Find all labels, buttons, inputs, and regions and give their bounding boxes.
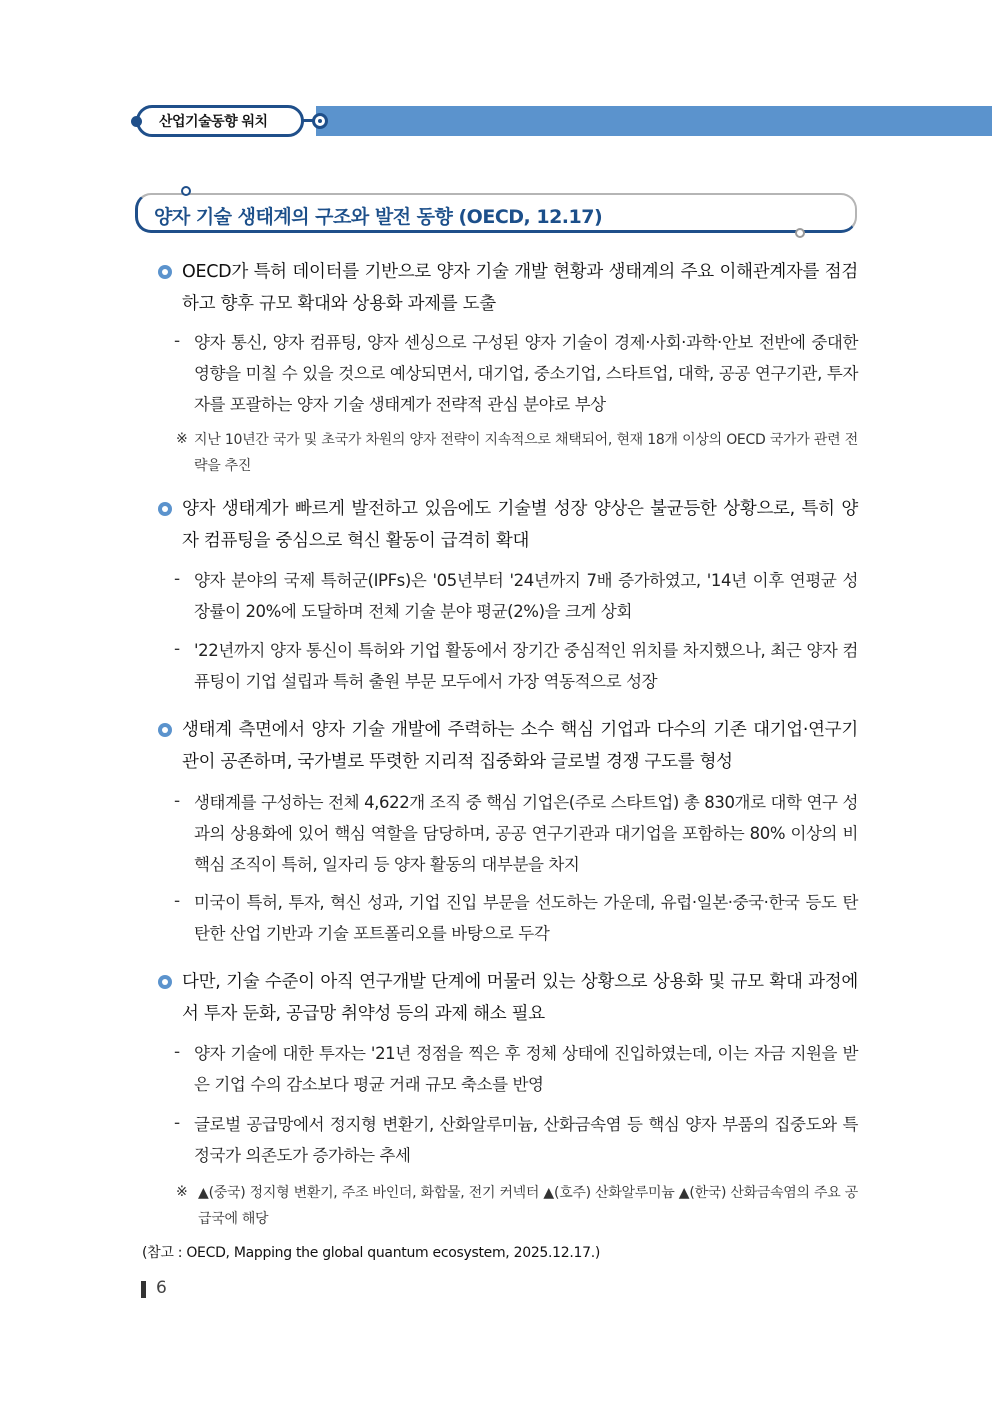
header-band	[316, 106, 992, 136]
dash-mark: -	[174, 331, 181, 351]
point-1-sub-1: 양자 통신, 양자 컴퓨팅, 양자 센싱으로 구성된 양자 기술이 경제·사회·과학·안보 전반에 중대한 영향을 미칠 수 있을 것으로 예상되면서, 대기업, 중소기업, 스타트업, 대학, 공공 연구기관, 투자자를 포괄하는 양자 기술 생태계가 전략적 관심 분야로 부상	[194, 333, 858, 414]
header-ring-icon	[312, 113, 328, 129]
bullet-icon	[158, 265, 172, 279]
point-1-note: 지난 10년간 국가 및 초국가 차원의 양자 전략이 지속적으로 채택되어, 현재 18개 이상의 OECD 국가가 관련 전략을 추진	[194, 432, 858, 474]
bullet-icon	[158, 723, 172, 737]
point-3-sub-1: 생태계를 구성하는 전체 4,622개 조직 중 핵심 기업은(주로 스타트업) 총 830개로 대학 연구 성과의 상용화에 있어 핵심 역할을 담당하며, 공공 연구기관과 대기업을 포함하는 80% 이상의 비핵심 조직이 특허, 일자리 등 양자 활동의 대부분을 차지	[194, 793, 858, 874]
dash-mark: -	[174, 1042, 181, 1062]
reference-citation: (참고 : OECD, Mapping the global quantum ecosystem, 2025.12.17.)	[142, 1245, 601, 1261]
point-4-sub-2: 글로벌 공급망에서 정지형 변환기, 산화알루미늄, 산화금속염 등 핵심 양자 부품의 집중도와 특정국가 의존도가 증가하는 추세	[194, 1115, 858, 1165]
bullet-icon	[158, 975, 172, 989]
point-2-sub-1: 양자 분야의 국제 특허군(IPFs)은 '05년부터 '24년까지 7배 증가하였고, '14년 이후 연평균 성장률이 20%에 도달하며 전체 기술 분야 평균(2%)을 크게 상회	[194, 571, 858, 621]
article-title: 양자 기술 생태계의 구조와 발전 동향 (OECD, 12.17)	[154, 206, 603, 228]
page-number: 6	[156, 1278, 167, 1298]
dash-mark: -	[174, 791, 181, 811]
note-mark: ※	[176, 431, 188, 447]
section-label: 산업기술동향 워치	[159, 114, 268, 130]
title-knob-bottom-icon	[795, 228, 805, 238]
point-2-sub-2: '22년까지 양자 통신이 특허와 기업 활동에서 장기간 중심적인 위치를 차지했으나, 최근 양자 컴퓨팅이 기업 설립과 특허 출원 부문 모두에서 가장 역동적으로 성장	[194, 641, 858, 691]
point-1-text: OECD가 특허 데이터를 기반으로 양자 기술 개발 현황과 생태계의 주요 이해관계자를 점검하고 향후 규모 확대와 상용화 과제를 도출	[182, 262, 858, 314]
point-3-sub-2: 미국이 특허, 투자, 혁신 성과, 기업 진입 부문을 선도하는 가운데, 유럽·일본·중국·한국 등도 탄탄한 산업 기반과 기술 포트폴리오를 바탕으로 두각	[194, 893, 858, 943]
dash-mark: -	[174, 1113, 181, 1133]
bullet-icon	[158, 502, 172, 516]
dash-mark: -	[174, 639, 181, 659]
point-4-text: 다만, 기술 수준이 아직 연구개발 단계에 머물러 있는 상황으로 상용화 및 규모 확대 과정에서 투자 둔화, 공급망 취약성 등의 과제 해소 필요	[182, 972, 858, 1024]
dash-mark: -	[174, 569, 181, 589]
title-knob-top-icon	[181, 186, 191, 196]
point-4-sub-1: 양자 기술에 대한 투자는 '21년 정점을 찍은 후 정체 상태에 진입하였는데, 이는 자금 지원을 받은 기업 수의 감소보다 평균 거래 규모 축소를 반영	[194, 1044, 858, 1094]
point-2-text: 양자 생태계가 빠르게 발전하고 있음에도 기술별 성장 양상은 불균등한 상황으로, 특히 양자 컴퓨팅을 중심으로 혁신 활동이 급격히 확대	[182, 499, 858, 551]
page-number-bar	[141, 1281, 146, 1298]
dash-mark: -	[174, 891, 181, 911]
header-dot-left-icon	[131, 116, 142, 127]
point-3-text: 생태계 측면에서 양자 기술 개발에 주력하는 소수 핵심 기업과 다수의 기존 대기업·연구기관이 공존하며, 국가별로 뚜렷한 지리적 집중화와 글로벌 경쟁 구도를 형성	[182, 720, 858, 772]
point-4-note: ▲(중국) 정지형 변환기, 주조 바인더, 화합물, 전기 커넥터 ▲(호주) 산화알루미늄 ▲(한국) 산화금속염의 주요 공급국에 해당	[198, 1185, 858, 1227]
note-mark: ※	[176, 1184, 188, 1200]
